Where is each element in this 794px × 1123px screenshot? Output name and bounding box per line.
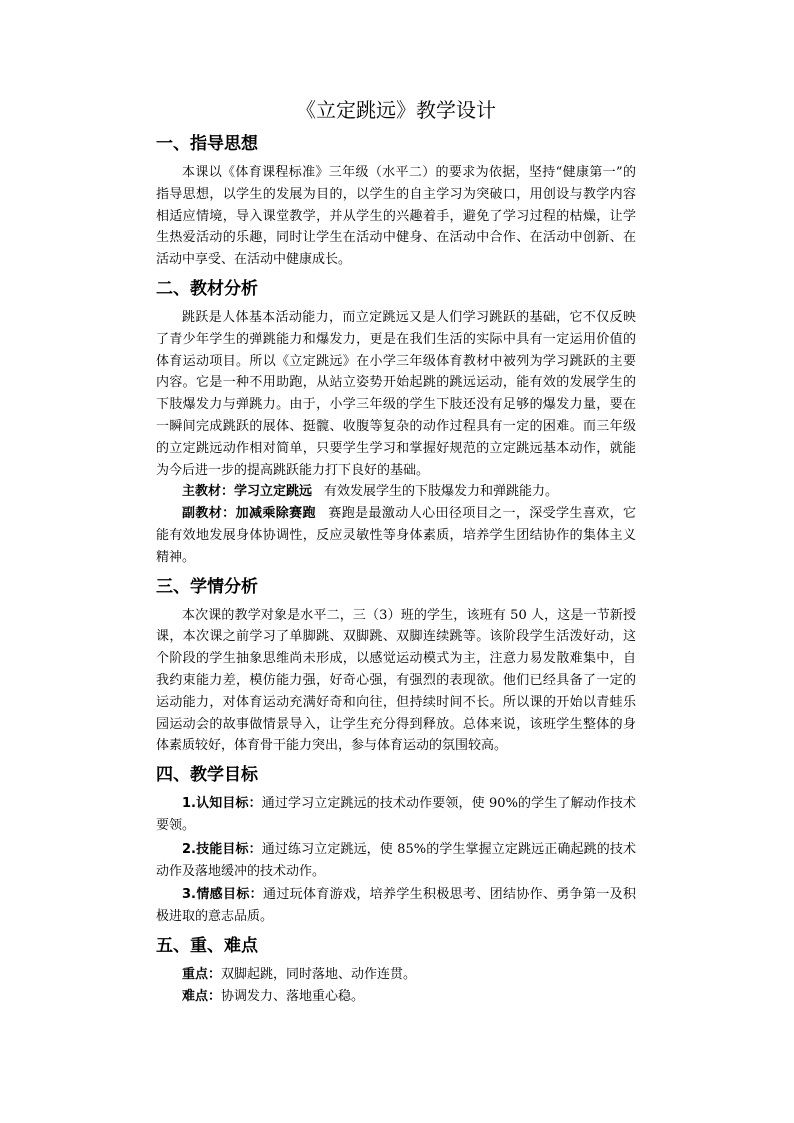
section-heading: 一、指导思想 [156,134,258,154]
paragraph: 本次课的教学对象是水平二，三（3）班的学生，该班有 50 人，这是一节新授课，本次课之前学习了单脚跳、双脚跳、双脚连续跳等。该阶段学生活泼好动，这个阶段的学生抽象思维尚未形成，以感觉运动模式为主，注意力易发散难集中，自我约束能力差，模仿能力强，好奇心强，有强烈的表现欲。他们已经具备了一定的运动能力，对体育运动充满好奇和向往，但持续时间不长。所以课的开始以青蛙乐园运动会的故事做情景导入，让学生充分得到释放。总体来说，该班学生整体的身体素质较好，体育骨干能力突出，参与体育运动的氛围较高。 [156,607,636,754]
sub-material-line [156,503,636,568]
objective-skill [156,839,636,883]
section-heading: 五、重、难点 [156,935,258,956]
difficulty-line [156,986,636,1008]
sub-material-text: 赛跑是最激动人心田径项目之一，深受学生喜欢，它能有效地发展身体协调性，反应灵敏性等身体素质，培养学生团结协作的集体主义精神。 [156,506,636,565]
objective-emotional [156,884,636,928]
main-material-text: 有效发展学生的下肢爆发力和弹跳能力。 [324,484,559,500]
objective-text: 通过练习立定跳远，使 85%的学生掌握立定跳远正确起跳的技术动作及落地缓冲的技术动作。 [156,841,637,879]
main-material-label: 主教材：学习立定跳远 [182,484,313,500]
section-heading: 三、学情分析 [156,576,258,597]
document-page [156,96,636,1014]
section-material-analysis [156,277,636,569]
document-title: 《立定跳远》教学设计 [296,98,496,122]
objective-text: 通过玩体育游戏，培养学生积极思考、团结协作、勇争第一及积极进取的意志品质。 [156,887,636,925]
paragraph: 本课以《体育课程标准》三年级（水平二）的要求为依据，坚持“健康第一”的指导思想，以学生的发展为目的，以学生的自主学习为突破口，用创设与教学内容相适应情境，导入课堂教学，并从学生的兴趣着手，避免了学习过程的枯燥，让学生热爱活动的乐趣，同时让学生在活动中健身、在活动中合作、在活动中创新、在活动中享受、在活动中健康成长。 [156,165,636,268]
objective-text: 通过学习立定跳远的技术动作要领，使 90%的学生了解动作技术要领。 [156,796,637,833]
objective-label: 3.情感目标： [182,887,263,903]
key-point-label: 重点： [182,966,222,982]
section-teaching-objectives [156,763,636,928]
objective-label: 2.技能目标： [182,841,262,857]
paragraph: 跳跃是人体基本活动能力，而立定跳远又是人们学习跳跃的基础，它不仅反映了青少年学生的弹跳能力和爆发力，更是在我们生活的实际中具有一定运用价值的体育运动项目。所以《立定跳远》在小学三年级体育教材中被列为学习跳跃的主要内容。它是一种不用助跑，从站立姿势开始起跳的跳远运动，能有效的发展学生的下肢爆发力与弹跳力。由于，小学三年级的学生下肢还没有足够的爆发力量，要在一瞬间完成跳跃的展体、挺髋、收腹等复杂的动作过程具有一定的困难。而三年级的立定跳远动作相对简单，只要学生学习和掌握好规范的立定跳远基本动作，就能为今后进一步的提高跳跃能力打下良好的基础。 [156,309,636,478]
difficulty-label: 难点： [182,988,222,1004]
section-key-difficult-points [156,934,636,1008]
key-point-text: 双脚起跳，同时落地、动作连贯。 [221,966,417,982]
main-material-line [156,481,636,503]
section-student-analysis [156,575,636,758]
difficulty-text: 协调发力、落地重心稳。 [221,988,365,1004]
section-heading: 二、教材分析 [156,278,258,299]
objective-label: 1.认知目标： [182,796,262,812]
section-guiding-ideology [156,132,636,271]
objective-cognitive [156,793,636,837]
sub-material-label: 副教材：加减乘除赛跑 [182,506,316,522]
section-heading: 四、教学目标 [156,765,258,786]
key-point-line [156,964,636,986]
